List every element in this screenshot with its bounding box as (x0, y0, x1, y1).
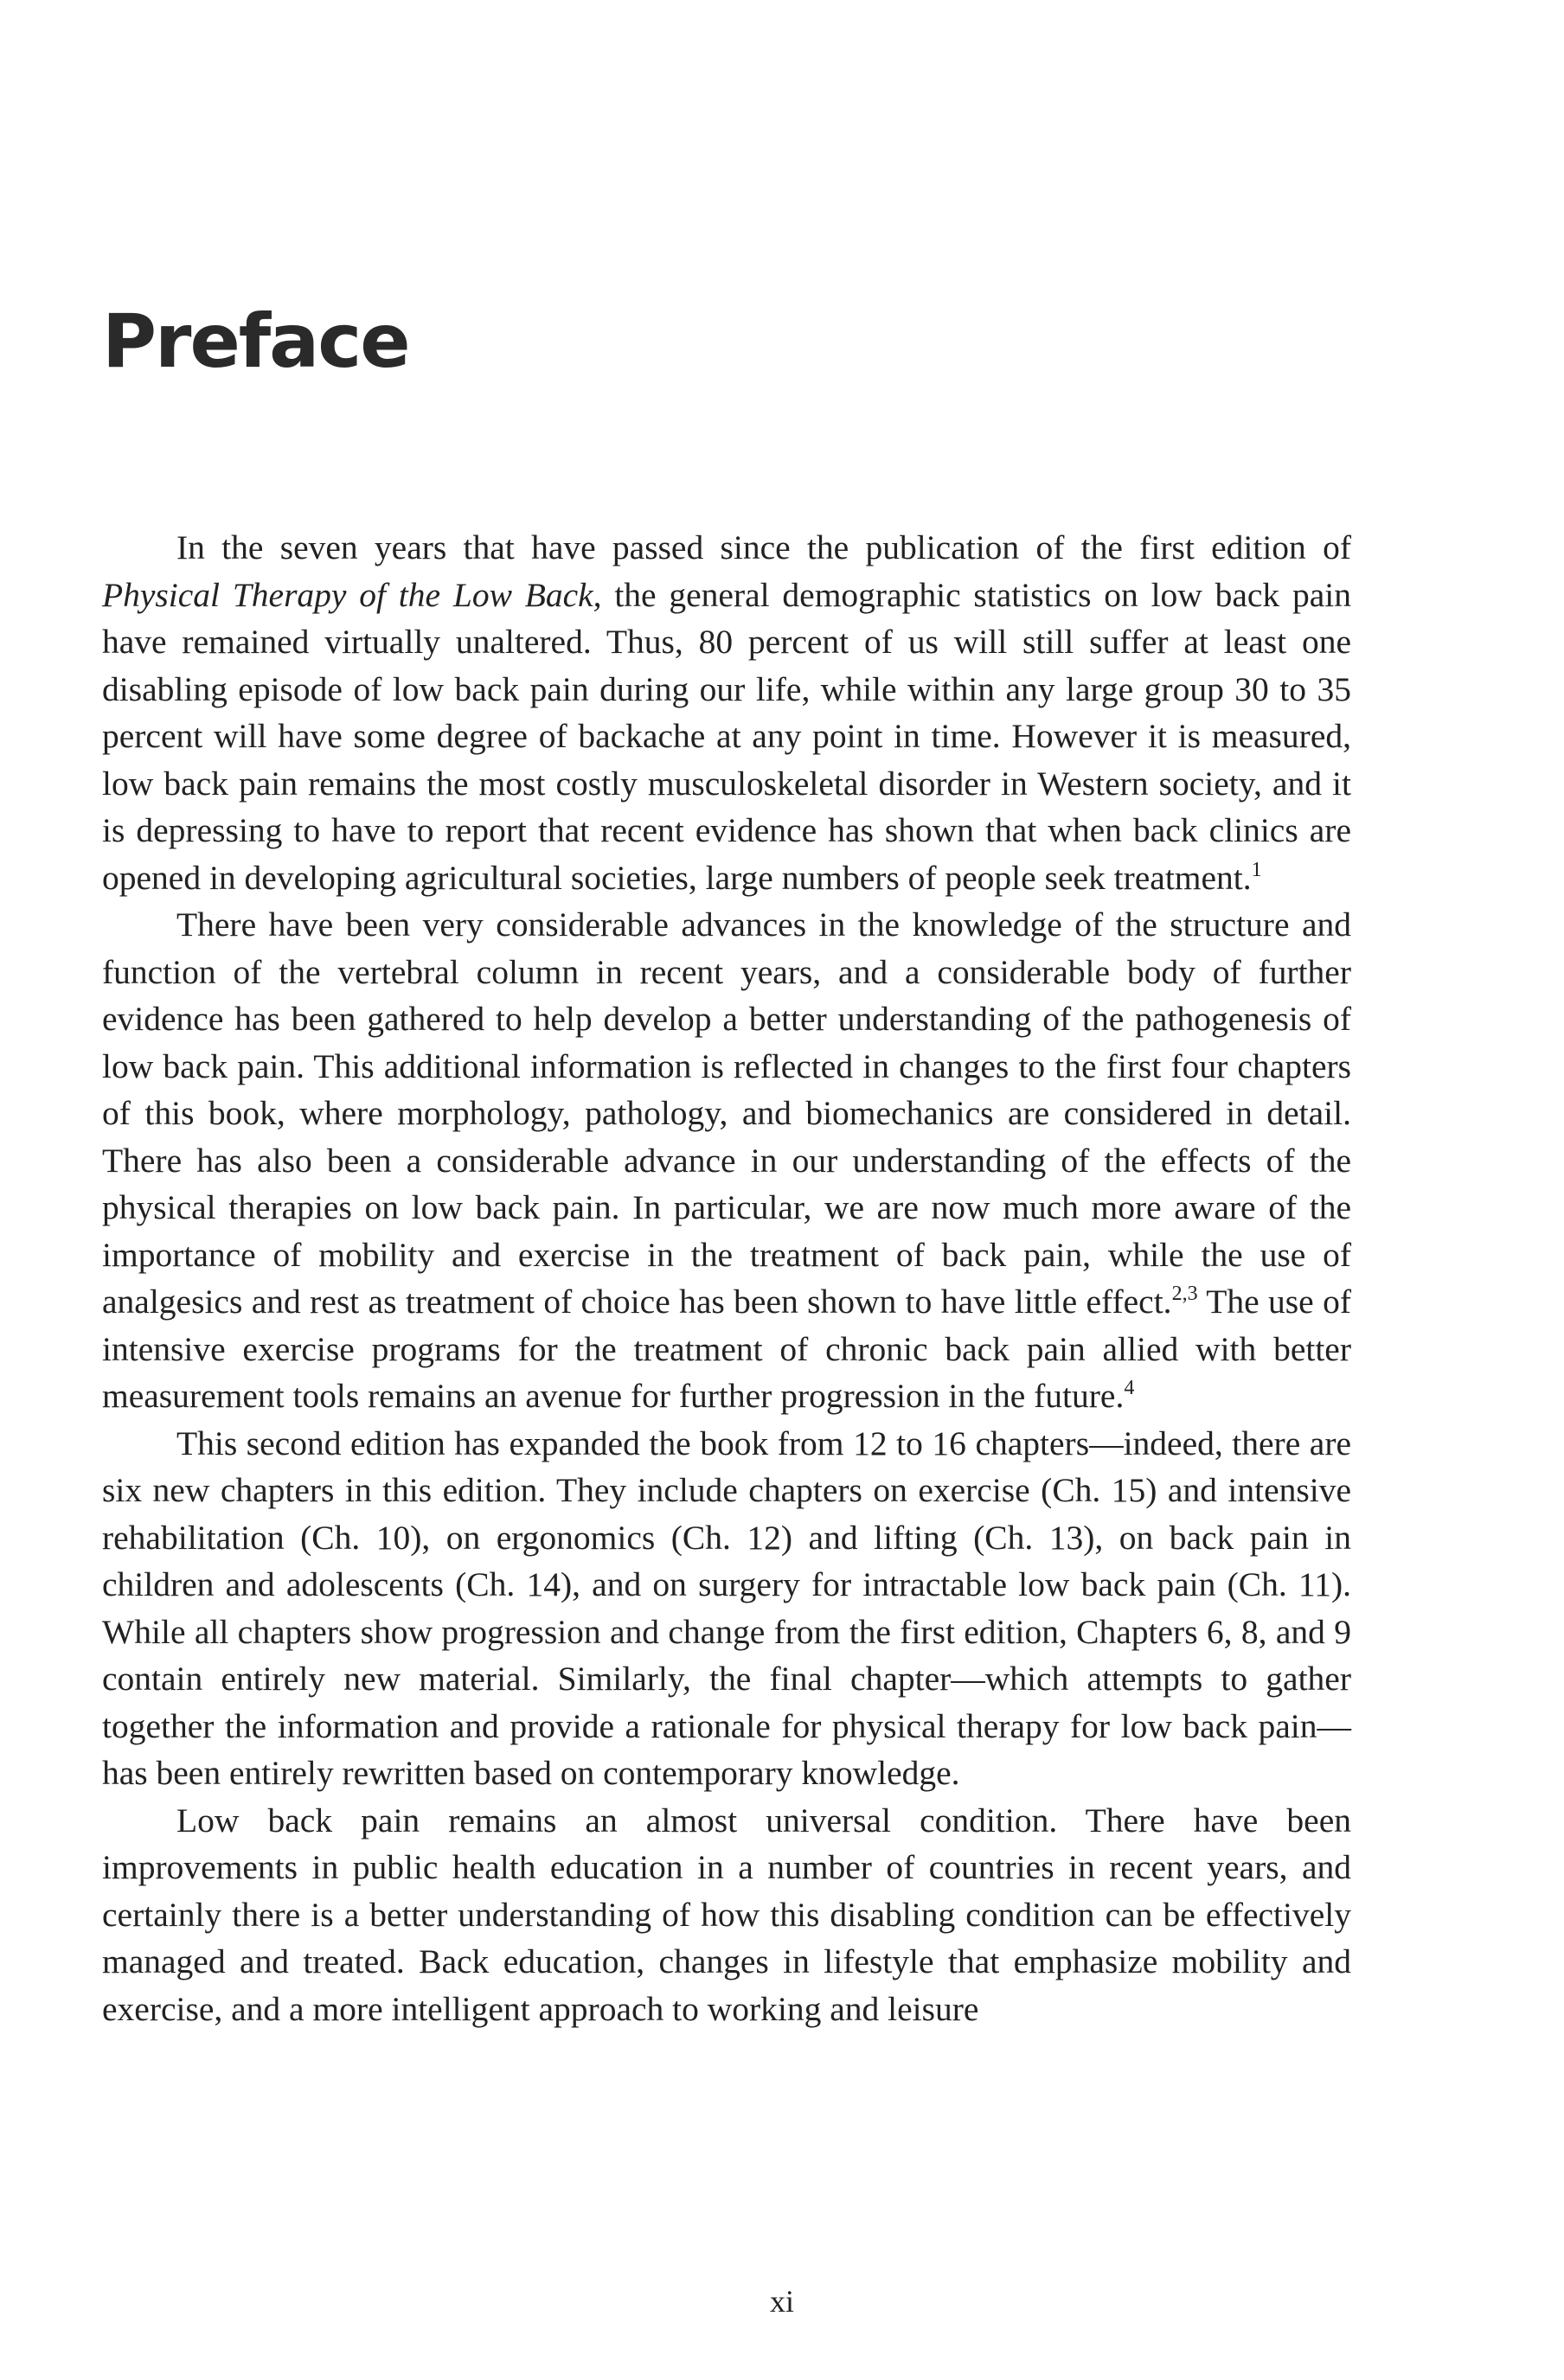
text-segment: In the seven years that have passed since the publication of the first edition of (176, 528, 1351, 566)
book-title: Physical Therapy of the Low Back, (102, 575, 602, 614)
page-heading: Preface (102, 298, 409, 385)
citation-ref: 4 (1124, 1377, 1135, 1399)
citation-ref: 2,3 (1171, 1283, 1198, 1305)
paragraph (102, 1797, 1351, 2033)
paragraph (102, 1420, 1351, 1797)
text-segment: the general demographic statistics on low back pain have remained virtually unaltered. Thus, 80 percent of us will still suffer at least one disabling episode of low back pain during our life, while within any large group 30 to 35 percent will have some degree of backache at any point in time. However it is measured, low back pain remains the most costly musculoskeletal disorder in Western society, and it is depressing to have to report that recent evidence has shown that when back clinics are opened in developing agricultural societies, large numbers of people seek treatment. (102, 575, 1351, 897)
paragraph (102, 524, 1351, 901)
paragraph (102, 901, 1351, 1420)
preface-body (102, 524, 1351, 2032)
text-segment: Low back pain remains an almost universal condition. There have been improvements in public health education in a number of countries in recent years, and certainly there is a better understanding of how this disabling condition can be effectively managed and treated. Back education, changes in lifestyle that emphasize mobility and exercise, and a more intelligent approach to working and leisure (102, 1801, 1351, 2028)
text-segment: There have been very considerable advances in the knowledge of the structure and function of the vertebral column in recent years, and a considerable body of further evidence has been gathered to help develop a better understanding of the pathogenesis of low back pain. This additional information is reflected in changes to the first four chapters of this book, where morphology, pathology, and biomechanics are considered in detail. There has also been a considerable advance in our understanding of the effects of the physical therapies on low back pain. In particular, we are now much more aware of the importance of mobility and exercise in the treatment of back pain, while the use of analgesics and rest as treatment of choice has been shown to have little effect. (102, 905, 1351, 1321)
text-segment: This second edition has expanded the book from 12 to 16 chapters—indeed, there are six new chapters in this edition. They include chapters on exercise (Ch. 15) and intensive rehabilitation (Ch. 10), on ergonomics (Ch. 12) and lifting (Ch. 13), on back pain in children and adolescents (Ch. 14), and on surgery for intractable low back pain (Ch. 11). While all chapters show progression and change from the first edition, Chapters 6, 8, and 9 contain entirely new material. Similarly, the final chapter—which attempts to gather together the information and provide a rationale for physical therapy for low back pain—has been entirely rewritten based on contemporary knowledge. (102, 1424, 1351, 1792)
citation-ref: 1 (1251, 858, 1262, 881)
page-number: xi (769, 2284, 794, 2319)
text-segment: The use of intensive exercise programs for the treatment of chronic back pain allied with better measurement tools remains an avenue for further progression in the future. (102, 1283, 1351, 1415)
